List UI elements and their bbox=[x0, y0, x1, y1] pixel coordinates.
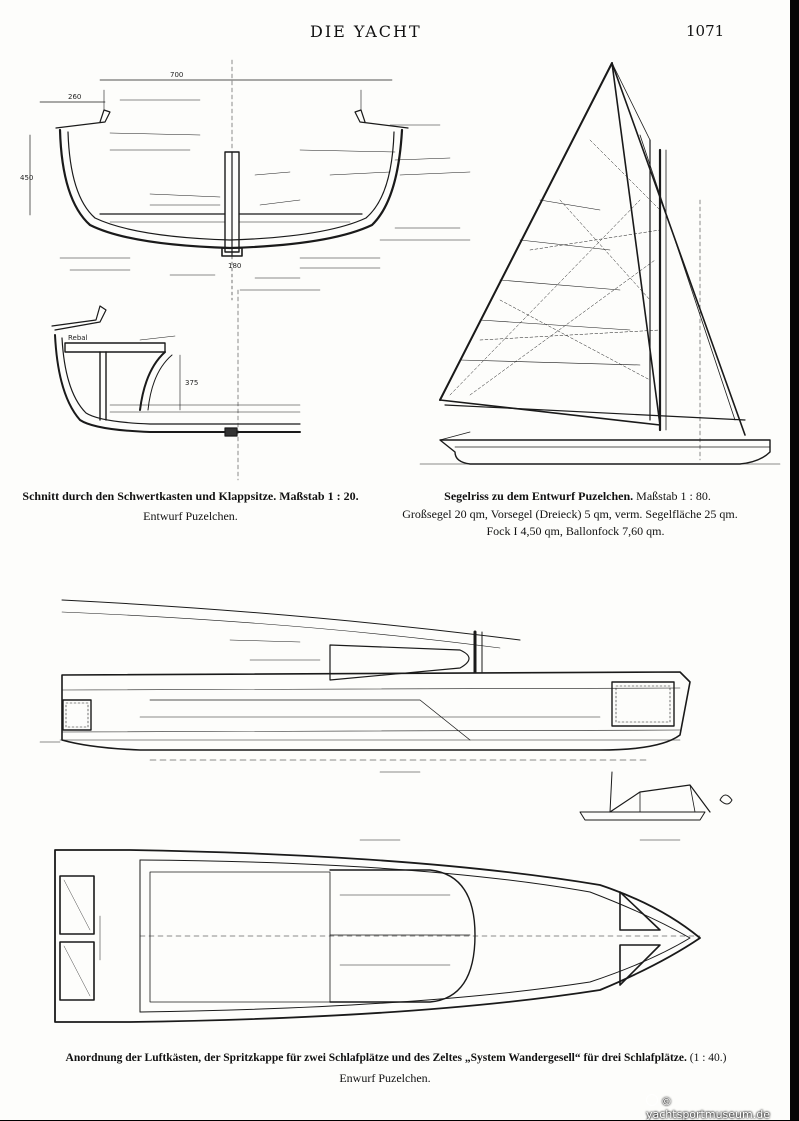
sailplan-caption-line3: Fock I 4,50 qm, Ballonfock 7,60 qm. bbox=[486, 524, 665, 538]
watermark-text: © yachtsportmuseum.de bbox=[646, 1095, 770, 1121]
copyright-circle-icon bbox=[646, 1094, 658, 1106]
arrangement-caption-sub: Enwurf Puzelchen. bbox=[339, 1071, 431, 1085]
page-number: 1071 bbox=[686, 22, 725, 40]
sailplan-caption-line2: Großsegel 20 qm, Vorsegel (Dreieck) 5 qm, verm. Segelfläche 25 qm. bbox=[402, 507, 738, 521]
section-caption-scale: Maßstab 1 : 20. bbox=[279, 489, 359, 503]
profile-view-drawing bbox=[40, 600, 690, 772]
dim-width-top: 700 bbox=[170, 71, 184, 79]
dim-seat-height: 375 bbox=[185, 379, 199, 387]
arrangement-caption-title: Anordnung der Luftkästen, der Spritzkappe für zwei Schlafplätze und des Zeltes „System Wandergesell“ für drei Schlafplätze. bbox=[65, 1052, 687, 1064]
plan-view-drawing bbox=[55, 840, 700, 1022]
arrangement-caption-scale: (1 : 40.) bbox=[689, 1052, 727, 1064]
dim-depth-bottom: 180 bbox=[228, 262, 242, 270]
sailplan-caption-title: Segelriss zu dem Entwurf Puzelchen. bbox=[444, 489, 634, 503]
dim-width-left: 260 bbox=[68, 93, 82, 101]
scan-edge bbox=[790, 0, 799, 1120]
watermark bbox=[646, 1094, 799, 1121]
sail-plan-drawing bbox=[420, 63, 780, 464]
sailplan-caption-scale: Maßstab 1 : 80. bbox=[636, 489, 711, 503]
tent-sketch-drawing bbox=[580, 772, 732, 840]
seat-detail-drawing bbox=[52, 290, 300, 480]
seat-label: Rebal bbox=[68, 334, 88, 342]
section-caption-title: Schnitt durch den Schwertkasten und Klappsitze. bbox=[22, 489, 277, 503]
header-title: DIE YACHT bbox=[310, 22, 422, 41]
arrangement-caption bbox=[16, 1052, 776, 1064]
sailplan-caption bbox=[400, 489, 755, 504]
midship-section-drawing bbox=[30, 60, 470, 300]
section-caption bbox=[18, 489, 363, 504]
section-caption-sub: Entwurf Puzelchen. bbox=[143, 509, 238, 523]
dim-height-left: 450 bbox=[20, 174, 34, 182]
